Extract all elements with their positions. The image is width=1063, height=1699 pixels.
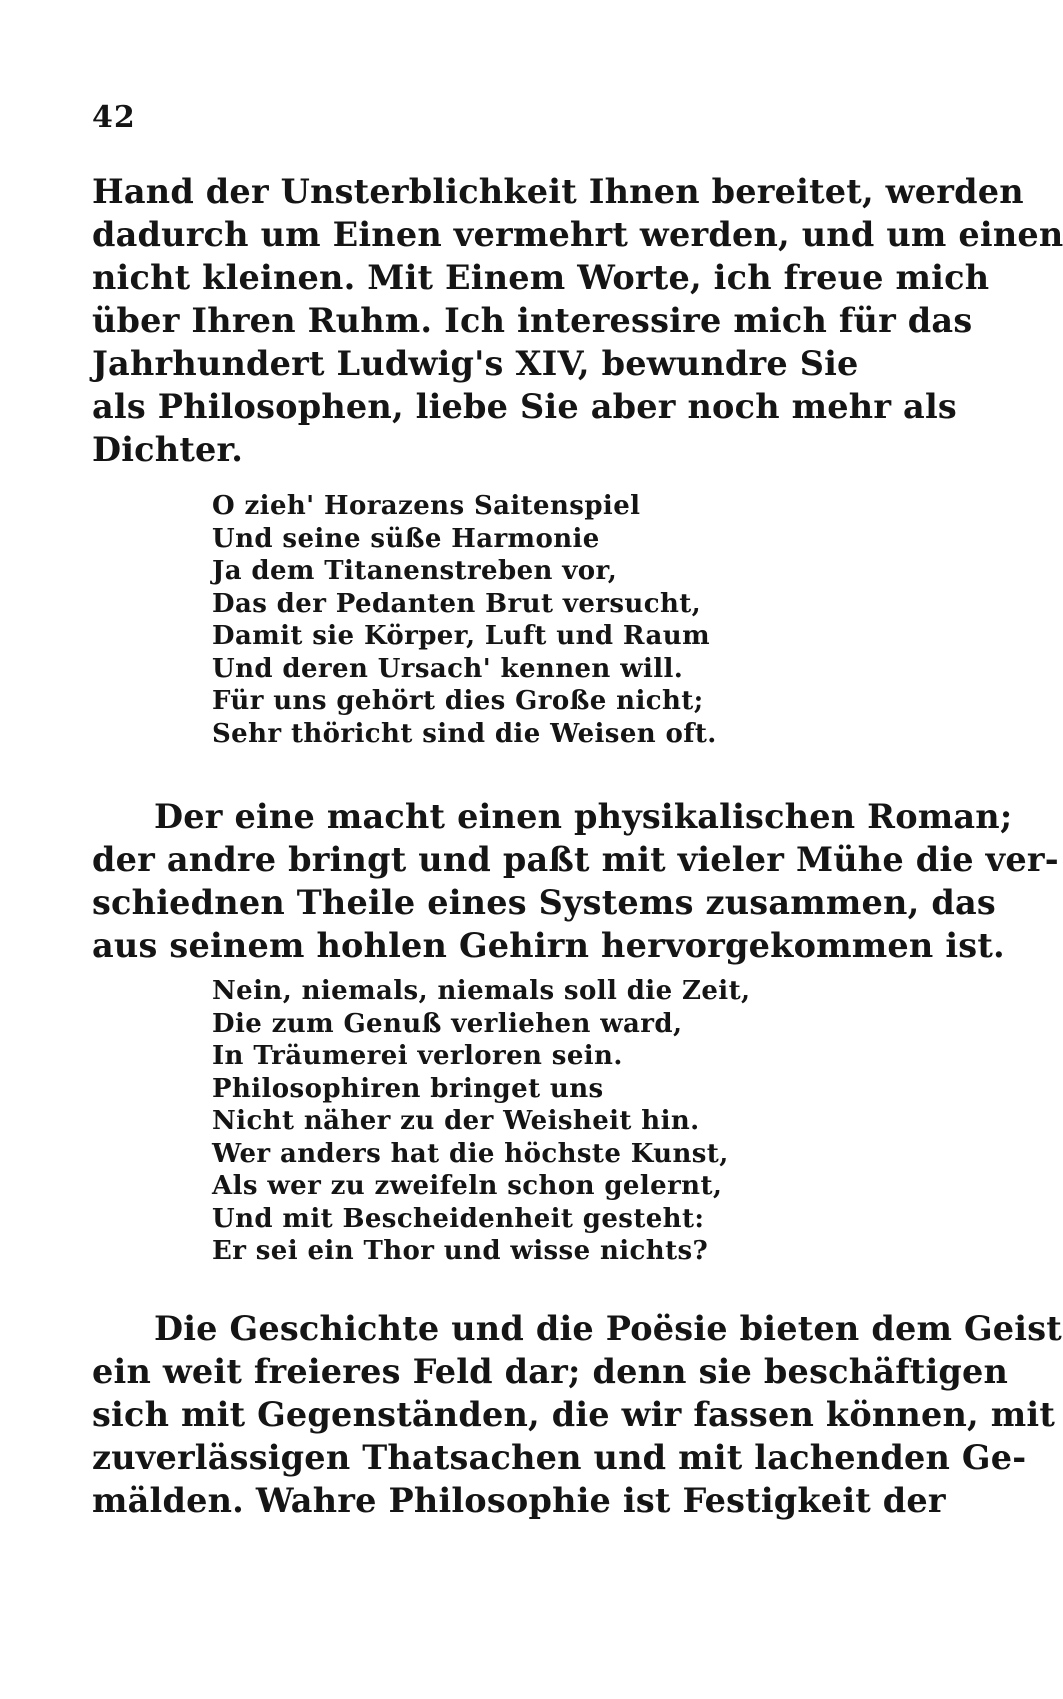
paragraph-3	[92, 1307, 1062, 1522]
verse-line: Die zum Genuß verliehen ward,	[212, 1008, 683, 1039]
paragraph-line: als Philosophen, liebe Sie aber noch mehr als	[92, 387, 957, 426]
paragraph-line: dadurch um Einen vermehrt werden, und um einen	[92, 215, 1063, 254]
verse-line: Ja dem Titanenstreben vor,	[212, 556, 618, 586]
verse-line: Für uns gehört dies Große nicht;	[212, 686, 704, 716]
verse-line: Nein, niemals, niemals soll die Zeit,	[212, 976, 751, 1006]
verse-line: Damit sie Körper, Luft und Raum	[212, 621, 710, 651]
verse-line: Und deren Ursach' kennen will.	[212, 653, 684, 684]
verse-2	[212, 975, 751, 1268]
verse-line: O zieh' Horazens Saitenspiel	[212, 491, 641, 521]
paragraph-line: Der eine macht einen physikalischen Roman;	[154, 797, 1013, 836]
verse-line: Als wer zu zweifeln schon gelernt,	[212, 1171, 723, 1201]
paragraph-line: über Ihren Ruhm. Ich interessire mich für das	[92, 301, 973, 340]
verse-line: Und seine süße Harmonie	[212, 523, 600, 554]
page-number: 42	[92, 100, 136, 135]
paragraph-line: zuverlässigen Thatsachen und mit lachenden Ge-	[92, 1438, 1027, 1477]
paragraph-line: schiednen Theile eines Systems zusammen, das	[92, 883, 996, 922]
verse-1	[212, 490, 717, 750]
paragraph-2	[92, 795, 1059, 967]
paragraph-line: Dichter.	[92, 430, 244, 469]
verse-line: Sehr thöricht sind die Weisen oft.	[212, 718, 717, 749]
paragraph-line: mälden. Wahre Philosophie ist Festigkeit der	[92, 1481, 946, 1520]
verse-line: Das der Pedanten Brut versucht,	[212, 588, 702, 619]
verse-line: Wer anders hat die höchste Kunst,	[212, 1138, 729, 1169]
verse-line: Philosophiren bringet uns	[212, 1073, 604, 1104]
verse-line: Und mit Bescheidenheit gesteht:	[212, 1203, 705, 1234]
paragraph-line: der andre bringt und paßt mit vieler Mühe die ver-	[92, 840, 1059, 879]
verse-line: Nicht näher zu der Weisheit hin.	[212, 1106, 700, 1136]
paragraph-line: sich mit Gegenständen, die wir fassen können, mit	[92, 1395, 1056, 1434]
verse-line: Er sei ein Thor und wisse nichts?	[212, 1236, 709, 1266]
paragraph-line: Die Geschichte und die Poësie bieten dem Geist	[154, 1309, 1062, 1348]
paragraph-line: Hand der Unsterblichkeit Ihnen bereitet, werden	[92, 172, 1024, 211]
paragraph-line: ein weit freieres Feld dar; denn sie beschäftigen	[92, 1352, 1009, 1391]
paragraph-line: nicht kleinen. Mit Einem Worte, ich freue mich	[92, 258, 990, 297]
paragraph-1	[92, 170, 1063, 471]
paragraph-line: aus seinem hohlen Gehirn hervorgekommen ist.	[92, 926, 1005, 965]
paragraph-line: Jahrhundert Ludwig's XIV, bewundre Sie	[92, 344, 859, 383]
verse-line: In Träumerei verloren sein.	[212, 1041, 623, 1071]
